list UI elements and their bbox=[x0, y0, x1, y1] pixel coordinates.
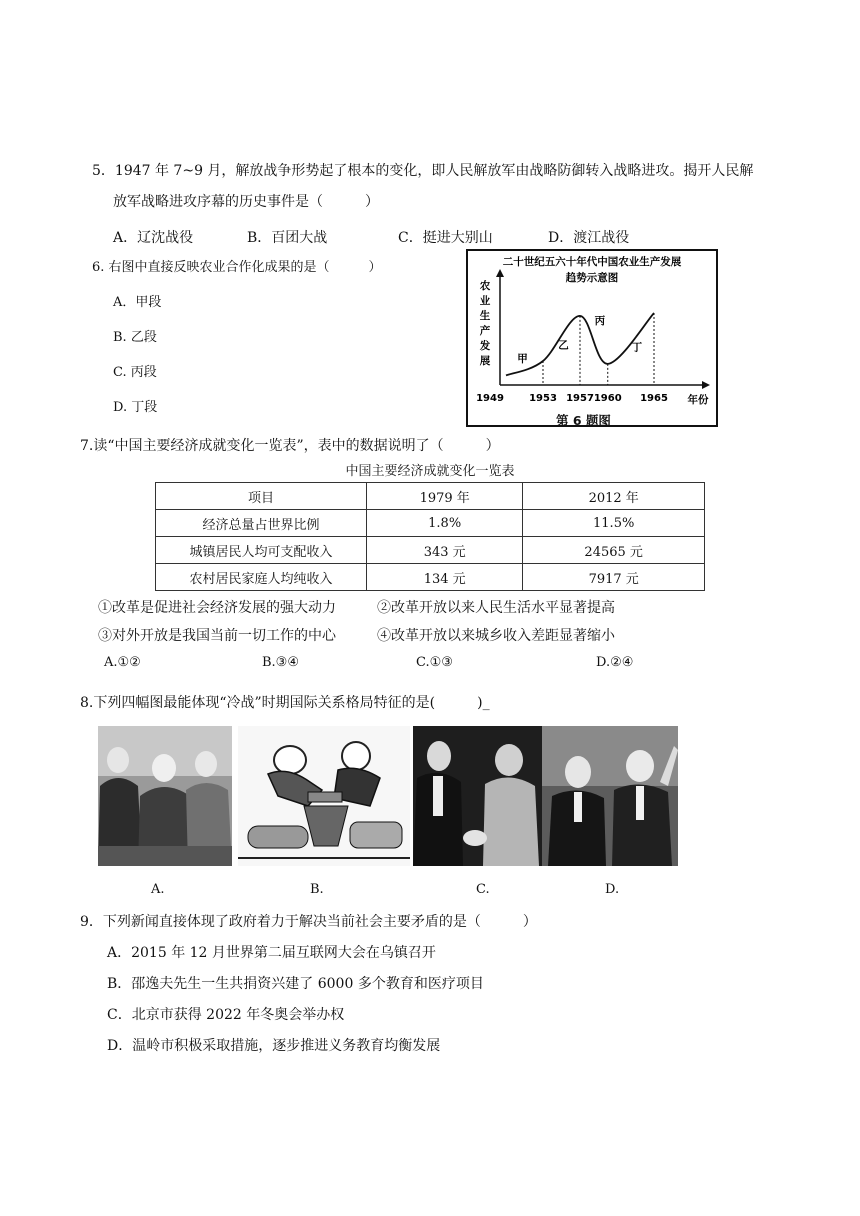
table-header-cell: 2012 年 bbox=[523, 483, 705, 510]
table-cell: 134 元 bbox=[367, 564, 523, 591]
agriculture-chart bbox=[466, 249, 718, 427]
q7-table-title: 中国主要经济成就变化一览表 bbox=[345, 464, 515, 479]
photo-d-image bbox=[542, 726, 678, 866]
chart-title-line1: 二十世纪五六十年代中国农业生产发展 bbox=[502, 256, 682, 268]
photo-c-image bbox=[413, 726, 542, 866]
photo-label-c: C. bbox=[476, 882, 490, 897]
photo-label-d: D. bbox=[605, 882, 620, 897]
chart-y-label-char: 农 bbox=[479, 280, 491, 292]
chart-x-tick-label: 1957 bbox=[566, 393, 594, 404]
chart-segment-label: 丁 bbox=[631, 341, 643, 354]
chart-y-label-char: 发 bbox=[479, 340, 491, 352]
q6-stem: 6. 右图中直接反映农业合作化成果的是（ ） bbox=[92, 260, 382, 275]
chart-segment-label: 甲 bbox=[517, 353, 528, 366]
chart-x-axis-arrow bbox=[702, 381, 710, 389]
chart-x-tick-label: 1953 bbox=[529, 393, 557, 404]
photo-label-a: A. bbox=[151, 882, 165, 897]
table-cell: 1.8% bbox=[367, 510, 523, 537]
chart-segment-label: 丙 bbox=[594, 314, 606, 327]
q7-option-c: C.①③ bbox=[416, 655, 453, 670]
chart-x-tick-label: 1949 bbox=[476, 393, 504, 404]
q7-stem: 7.读“中国主要经济成就变化一览表”，表中的数据说明了（ ） bbox=[80, 438, 500, 454]
chart-segment-label: 乙 bbox=[558, 339, 569, 352]
photo-a-graphic bbox=[98, 726, 232, 866]
q6-figure-caption: 第 6 题图 bbox=[556, 413, 611, 428]
q9-stem: 9．下列新闻直接体现了政府着力于解决当前社会主要矛盾的是（ ） bbox=[80, 914, 537, 930]
q7-option-b: B.③④ bbox=[262, 655, 299, 670]
chart-x-tick-label: 1965 bbox=[640, 393, 668, 404]
photo-label-b: B. bbox=[310, 882, 324, 897]
q6-option-a: A．甲段 bbox=[113, 295, 162, 310]
q7-option-d: D.②④ bbox=[596, 655, 634, 670]
chart-y-axis-arrow bbox=[496, 269, 504, 277]
photo-b-image bbox=[238, 726, 410, 866]
q9-option-a: A．2015 年 12 月世界第二届互联网大会在乌镇召开 bbox=[107, 945, 436, 961]
table-row bbox=[156, 564, 705, 591]
table-header-cell: 1979 年 bbox=[367, 483, 523, 510]
table-cell: 7917 元 bbox=[523, 564, 705, 591]
chart-x-tick-label: 1960 bbox=[593, 393, 622, 404]
q7-statement-2: ②改革开放以来人民生活水平显著提高 bbox=[377, 600, 615, 616]
table-row bbox=[156, 537, 705, 564]
q5-stem-line1: 5．1947 年 7~9 月，解放战争形势起了根本的变化，即人民解放军由战略防御转入战略进攻。揭开人民解 bbox=[92, 163, 754, 179]
photo-b-graphic bbox=[238, 726, 410, 866]
q9-option-c: C．北京市获得 2022 年冬奥会举办权 bbox=[107, 1007, 345, 1023]
chart-y-label-char: 生 bbox=[479, 310, 491, 322]
chart-y-label-char: 产 bbox=[479, 325, 491, 337]
q9-option-b: B．邵逸夫先生一生共捐资兴建了 6000 多个教育和医疗项目 bbox=[107, 976, 484, 992]
photo-d-graphic bbox=[542, 726, 678, 866]
q6-option-d: D. 丁段 bbox=[113, 400, 158, 415]
chart-y-label-char: 展 bbox=[479, 355, 491, 367]
q7-statement-3: ③对外开放是我国当前一切工作的中心 bbox=[98, 628, 336, 644]
chart-x-axis-label: 年份 bbox=[687, 394, 709, 406]
q9-option-d: D．温岭市积极采取措施，逐步推进义务教育均衡发展 bbox=[107, 1038, 441, 1054]
q5-option-d: D．渡江战役 bbox=[548, 230, 630, 246]
table-cell: 城镇居民人均可支配收入 bbox=[156, 537, 367, 564]
q5-option-c: C．挺进大别山 bbox=[398, 230, 493, 246]
q7-statement-1: ①改革是促进社会经济发展的强大动力 bbox=[98, 600, 336, 616]
q8-stem: 8.下列四幅图最能体现“冷战”时期国际关系格局特征的是( )_ bbox=[80, 695, 490, 711]
chart-y-label-char: 业 bbox=[479, 295, 491, 307]
chart-canvas bbox=[468, 251, 716, 425]
photo-c-graphic bbox=[413, 726, 542, 866]
photo-a-image bbox=[98, 726, 232, 866]
q5-stem-line2: 放军战略进攻序幕的历史事件是（ ） bbox=[113, 194, 379, 210]
q5-option-a: A．辽沈战役 bbox=[113, 230, 194, 246]
table-row bbox=[156, 510, 705, 537]
table-header-cell: 项目 bbox=[156, 483, 367, 510]
economy-table bbox=[155, 482, 705, 591]
table-cell: 农村居民家庭人均纯收入 bbox=[156, 564, 367, 591]
chart-y-axis-label bbox=[479, 279, 491, 367]
q5-option-b: B．百团大战 bbox=[247, 230, 328, 246]
table-cell: 经济总量占世界比例 bbox=[156, 510, 367, 537]
table-cell: 11.5% bbox=[523, 510, 705, 537]
q7-statement-4: ④改革开放以来城乡收入差距显著缩小 bbox=[377, 628, 615, 644]
q6-option-c: C. 丙段 bbox=[113, 365, 157, 380]
table-header-row bbox=[156, 483, 705, 510]
table-cell: 343 元 bbox=[367, 537, 523, 564]
table-cell: 24565 元 bbox=[523, 537, 705, 564]
q6-option-b: B. 乙段 bbox=[113, 330, 157, 345]
chart-title-line2: 趋势示意图 bbox=[565, 272, 619, 284]
q7-option-a: A.①② bbox=[104, 655, 141, 670]
